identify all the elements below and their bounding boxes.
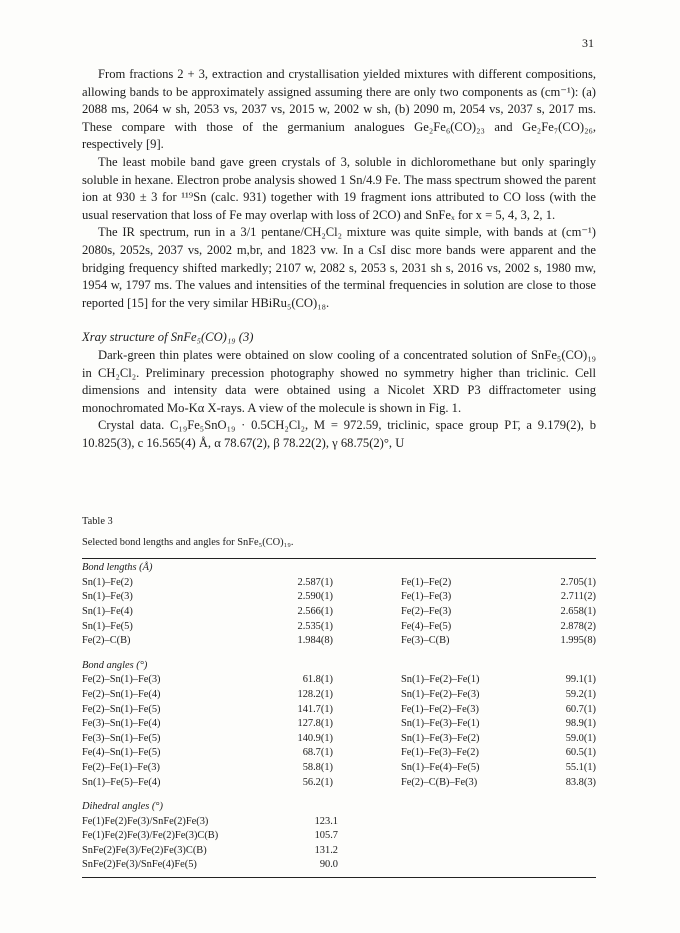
table-cell: SnFe(2)Fe(3)/Fe(2)Fe(3)C(B) bbox=[82, 844, 207, 856]
table-cell: Fe(2)–Fe(1)–Fe(3) bbox=[82, 761, 160, 773]
table-cell: Fe(3)–Sn(1)–Fe(5) bbox=[82, 732, 161, 744]
dihedral-section bbox=[82, 800, 596, 873]
paragraph: Crystal data. C₁₉Fe₅SnO₁₉ · 0.5CH₂Cl₂, M = 972.59, triclinic, space group P1̄, a 9.179(2), b 10.825(3), c 16.565(4) Å, α 78.67(2), β 78.22(2), γ 68.75(2)°, U bbox=[82, 418, 596, 450]
table-top-rule bbox=[82, 558, 596, 559]
table-row bbox=[82, 590, 596, 605]
table-cell: Sn(1)–Fe(3)–Fe(2) bbox=[401, 732, 480, 744]
table-cell: Sn(1)–Fe(2) bbox=[82, 576, 133, 588]
paragraph: Dark-green thin plates were obtained on slow cooling of a concentrated solution of SnFe₅(CO)₁₉ in CH₂Cl₂. Preliminary precession photography showed no symmetry higher than triclinic. Cell dimensions and intensity data were obtained using a Nicolet XRD P3 diffractometer using monochromated Mo-Kα X-rays. A view of the molecule is shown in Fig. 1. bbox=[82, 347, 596, 415]
table-row bbox=[82, 576, 596, 591]
body-text bbox=[82, 66, 596, 452]
table-row bbox=[82, 746, 596, 761]
table-row bbox=[82, 620, 596, 635]
table-cell: Fe(1)Fe(2)Fe(3)/Fe(2)Fe(3)C(B) bbox=[82, 830, 219, 842]
table-cell: Fe(2)–Sn(1)–Fe(3) bbox=[82, 674, 161, 686]
table-cell: 2.705(1) bbox=[560, 576, 596, 588]
table-cell: 128.2(1) bbox=[297, 688, 333, 700]
table-cell: 123.1 bbox=[314, 815, 338, 827]
table-cell: Sn(1)–Fe(4) bbox=[82, 605, 133, 617]
paragraph: From fractions 2 + 3, extraction and crystallisation yielded mixtures with different compositions, allowing bands to be approximately assigned assuming there are only two components as (cm⁻¹): (a) 2088 ms, 2064 w sh, 2053 vs, 2037 vs, 2015 w, 2002 w sh, (b) 2090 m, 2054 vs, 2037 s, 2017 ms. These compare with those of the germanium analogues Ge₂Fe₆(CO)₂₃ and Ge₂Fe₇(CO)₂₆, respectively [9]. bbox=[82, 67, 596, 152]
table-cell: 2.587(1) bbox=[297, 576, 333, 588]
table-cell: Fe(3)–C(B) bbox=[401, 635, 450, 647]
table-cell: 127.8(1) bbox=[297, 718, 333, 730]
bond-lengths-section bbox=[82, 561, 596, 649]
table-cell: 83.8(3) bbox=[565, 776, 596, 788]
table-cell: 58.8(1) bbox=[302, 761, 333, 773]
section-heading: Xray structure of SnFe₅(CO)₁₉ (3) bbox=[82, 330, 254, 345]
table-cell: Sn(1)–Fe(5) bbox=[82, 620, 133, 632]
table-cell: 2.658(1) bbox=[560, 605, 596, 617]
table-cell: Sn(1)–Fe(2)–Fe(3) bbox=[401, 688, 480, 700]
table-row bbox=[82, 703, 596, 718]
table-cell: Fe(2)–C(B)–Fe(3) bbox=[401, 776, 478, 788]
table-cell: Fe(4)–Sn(1)–Fe(5) bbox=[82, 747, 161, 759]
table-cell: 2.566(1) bbox=[297, 605, 333, 617]
table-cell: 2.535(1) bbox=[297, 620, 333, 632]
table-label: Table 3 bbox=[82, 516, 113, 527]
table-cell: 140.9(1) bbox=[297, 732, 333, 744]
table-cell: 60.5(1) bbox=[565, 747, 596, 759]
table-cell: Sn(1)–Fe(2)–Fe(1) bbox=[401, 674, 480, 686]
table-row bbox=[82, 776, 596, 791]
page-number: 31 bbox=[582, 36, 594, 50]
table-row bbox=[82, 673, 596, 688]
table-cell: Fe(2)–Sn(1)–Fe(4) bbox=[82, 688, 161, 700]
table-bottom-rule bbox=[82, 877, 596, 878]
table-cell: Sn(1)–Fe(5)–Fe(4) bbox=[82, 776, 161, 788]
table-cell: SnFe(2)Fe(3)/SnFe(4)Fe(5) bbox=[82, 859, 197, 871]
table-3 bbox=[82, 515, 596, 878]
dihedral-title: Dihedral angles (°) bbox=[82, 801, 163, 813]
table-row bbox=[82, 761, 596, 776]
bond-lengths-rows bbox=[82, 576, 596, 649]
table-cell: 56.2(1) bbox=[302, 776, 333, 788]
table-cell: 68.7(1) bbox=[302, 747, 333, 759]
table-cell: 2.590(1) bbox=[297, 591, 333, 603]
bond-angles-title: Bond angles (°) bbox=[82, 659, 148, 671]
table-cell: Sn(1)–Fe(3) bbox=[82, 591, 133, 603]
table-cell: 61.8(1) bbox=[302, 674, 333, 686]
table-cell: 2.878(2) bbox=[560, 620, 596, 632]
table-row bbox=[82, 815, 596, 830]
table-row bbox=[82, 829, 596, 844]
table-cell: Fe(1)–Fe(3) bbox=[401, 591, 452, 603]
table-cell: 1.995(8) bbox=[560, 635, 596, 647]
table-cell: Fe(2)–C(B) bbox=[82, 635, 131, 647]
table-cell: 2.711(2) bbox=[560, 591, 596, 603]
table-row bbox=[82, 858, 596, 873]
table-cell: 55.1(1) bbox=[565, 761, 596, 773]
table-cell: Sn(1)–Fe(3)–Fe(1) bbox=[401, 718, 480, 730]
table-cell: 141.7(1) bbox=[297, 703, 333, 715]
table-cell: 131.2 bbox=[314, 844, 338, 856]
bond-lengths-title: Bond lengths (Å) bbox=[82, 562, 153, 574]
table-row bbox=[82, 844, 596, 859]
table-cell: Fe(2)–Fe(3) bbox=[401, 605, 452, 617]
table-cell: 98.9(1) bbox=[565, 718, 596, 730]
table-caption: Selected bond lengths and angles for SnFe₅(CO)₁₉. bbox=[82, 536, 294, 548]
table-cell: 99.1(1) bbox=[565, 674, 596, 686]
table-cell: 59.0(1) bbox=[565, 732, 596, 744]
table-row bbox=[82, 605, 596, 620]
bond-angles-rows bbox=[82, 673, 596, 790]
table-cell: Fe(2)–Sn(1)–Fe(5) bbox=[82, 703, 161, 715]
table-cell: Fe(1)Fe(2)Fe(3)/SnFe(2)Fe(3) bbox=[82, 815, 209, 827]
bond-angles-section bbox=[82, 659, 596, 790]
table-row bbox=[82, 732, 596, 747]
table-cell: Fe(1)–Fe(2)–Fe(3) bbox=[401, 703, 479, 715]
table-cell: Fe(3)–Sn(1)–Fe(4) bbox=[82, 718, 161, 730]
paragraph: The IR spectrum, run in a 3/1 pentane/CH₂Cl₂ mixture was quite simple, with bands at (cm⁻¹) 2080s, 2052s, 2037 vs, 2002 m,br, and 1823 vw. In a CsI disc more bands were apparent and the bridging frequency shifted markedly; 2107 w, 2082 s, 2053 s, 2031 sh s, 2016 vs, 2002 s, 1980 mw, 1954 w, 1797 ms. The values and intensities of the terminal frequencies in solution are close to those reported [15] for the very similar HBiRu₅(CO)₁₈. bbox=[82, 225, 596, 310]
paragraph: The least mobile band gave green crystals of 3, soluble in dichloromethane but only sparingly soluble in hexane. Electron probe analysis showed 1 Sn/4.9 Fe. The mass spectrum showed the parent ion at 930 ± 3 for ¹¹⁹Sn (calc. 931) together with 19 fragment ions attributed to CO loss (with the usual reservation that loss of Fe may overlap with loss of 2CO) and SnFeₓ for x = 5, 4, 3, 2, 1. bbox=[82, 154, 596, 222]
table-cell: 1.984(8) bbox=[297, 635, 333, 647]
table-cell: 105.7 bbox=[314, 830, 338, 842]
table-cell: 59.2(1) bbox=[565, 688, 596, 700]
table-row bbox=[82, 688, 596, 703]
table-cell: Sn(1)–Fe(4)–Fe(5) bbox=[401, 761, 480, 773]
table-cell: 60.7(1) bbox=[565, 703, 596, 715]
table-cell: Fe(1)–Fe(3)–Fe(2) bbox=[401, 747, 479, 759]
table-cell: Fe(4)–Fe(5) bbox=[401, 620, 452, 632]
table-cell: 90.0 bbox=[319, 859, 338, 871]
table-row bbox=[82, 634, 596, 649]
table-cell: Fe(1)–Fe(2) bbox=[401, 576, 452, 588]
dihedral-rows bbox=[82, 815, 596, 873]
table-row bbox=[82, 717, 596, 732]
